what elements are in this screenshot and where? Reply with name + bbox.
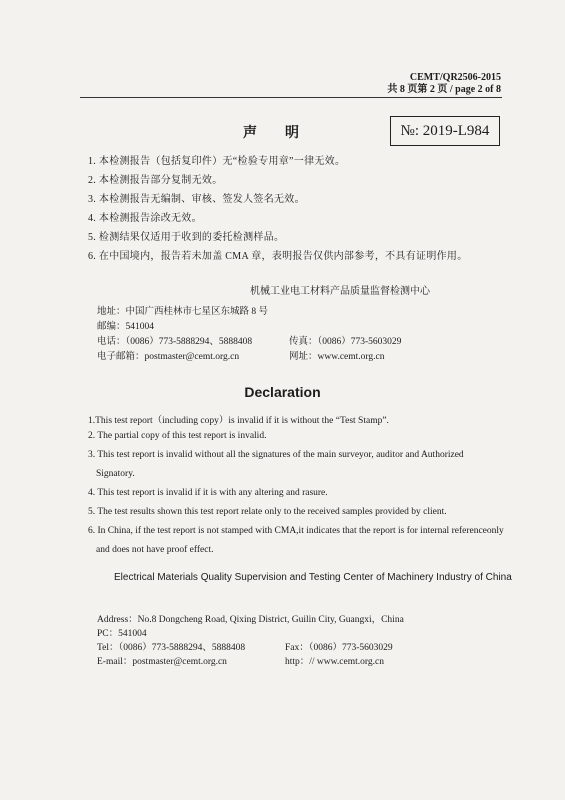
document-code: CEMT/QR2506-2015: [409, 72, 501, 83]
english-statements: [88, 412, 518, 564]
english-phone: Tel：（0086）773-5888294、5888408: [97, 643, 246, 653]
english-statement-item: 6. In China, if the test report is not stamped with CMA,it indicates that the report is for internal referenceonly: [88, 526, 504, 536]
chinese-contact-block: [97, 305, 402, 365]
chinese-statement-item: 4. 本检测报告涂改无效。: [88, 213, 202, 224]
page-number: 共 8 页第 2 页 / page 2 of 8: [387, 84, 501, 95]
chinese-website: 网址：www.cemt.org.cn: [289, 352, 385, 362]
english-postcode: PC：541004: [97, 629, 147, 639]
english-statement-item: 1.This test report（including copy）is invalid if it is without the “Test Stamp”.: [88, 416, 389, 426]
english-statement-continuation: Signatory.: [96, 469, 135, 479]
chinese-center-name: 机械工业电工材料产品质量监督检测中心: [250, 286, 430, 297]
english-website: http：// www.cemt.org.cn: [285, 657, 384, 667]
chinese-statement-item: 5. 检测结果仅适用于收到的委托检测样品。: [88, 232, 285, 243]
chinese-phone: 电话：（0086）773-5888294、5888408: [97, 337, 253, 347]
chinese-statement-item: 2. 本检测报告部分复制无效。: [88, 175, 223, 186]
chinese-statement-item: 1. 本检测报告（包括复印件）无“检验专用章”一律无效。: [88, 156, 346, 167]
english-title: Declaration: [244, 384, 321, 400]
chinese-postcode: 邮编：541004: [97, 322, 155, 332]
english-email: E-mail：postmaster@cemt.org.cn: [97, 657, 227, 667]
english-contact-block: [97, 614, 404, 670]
report-number-box: №: 2019-L984: [390, 116, 500, 146]
chinese-email: 电子邮箱：postmaster@cemt.org.cn: [97, 352, 240, 362]
english-fax: Fax：（0086）773-5603029: [285, 643, 393, 653]
chinese-statement-item: 6. 在中国境内，报告若未加盖 CMA 章，表明报告仅供内部参考，不具有证明作用。: [88, 251, 468, 262]
english-statement-continuation: and does not have proof effect.: [96, 545, 214, 555]
chinese-title: 声明: [243, 126, 327, 141]
english-statement-item: 3. This test report is invalid without all the signatures of the main surveyor, auditor and Authorized: [88, 450, 464, 460]
chinese-fax: 传真：（0086）773-5603029: [289, 337, 402, 347]
chinese-statement-item: 3. 本检测报告无编制、审核、签发人签名无效。: [88, 194, 305, 205]
english-center-name: Electrical Materials Quality Supervision and Testing Center of Machinery Industry of China: [114, 572, 512, 583]
english-statement-item: 2. The partial copy of this test report is invalid.: [88, 431, 267, 441]
english-address: Address：No.8 Dongcheng Road, Qixing District, Guilin City, Guangxi，China: [97, 615, 404, 625]
english-statement-item: 5. The test results shown this test report relate only to the received samples provided by client.: [88, 507, 447, 517]
chinese-statements: [88, 152, 508, 266]
english-statement-item: 4. This test report is invalid if it is with any altering and rasure.: [88, 488, 328, 498]
header-divider: [80, 97, 502, 98]
chinese-address: 地址：中国广西桂林市七星区东城路 8 号: [97, 307, 269, 317]
